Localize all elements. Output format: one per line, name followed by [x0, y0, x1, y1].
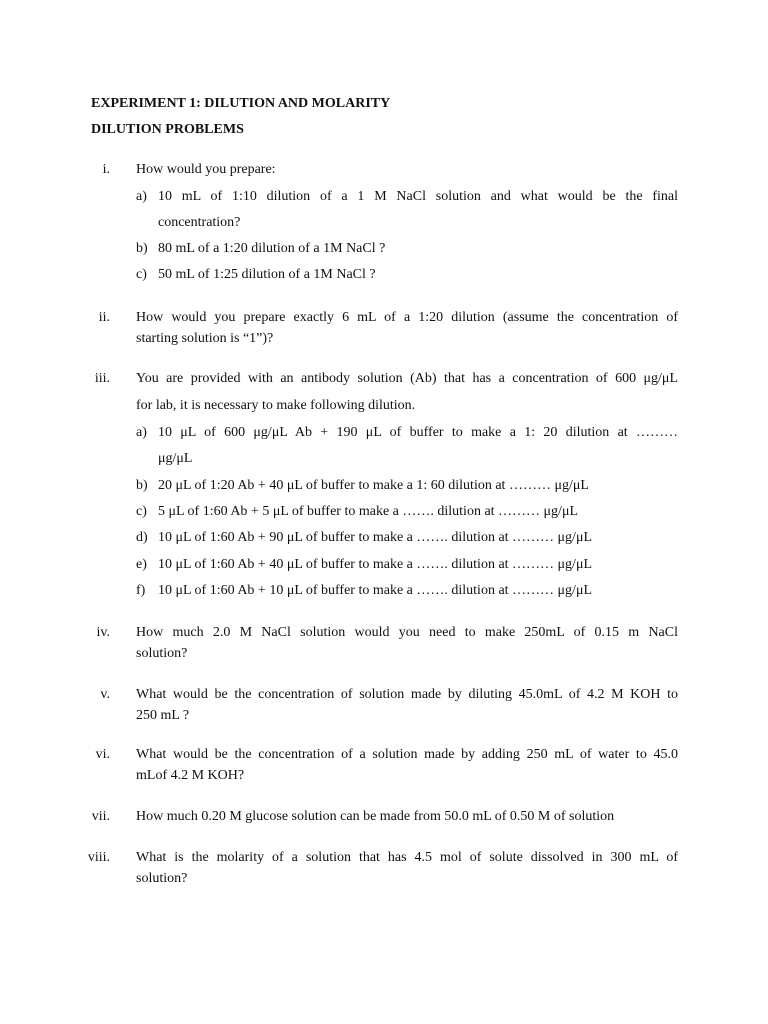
question-number: vii. [91, 809, 110, 824]
subquestion-text: μg/μL [158, 451, 193, 466]
subquestion-letter: d) [136, 530, 148, 545]
subquestion-text: 10 μL of 1:60 Ab + 40 μL of buffer to make a ……. dilution at ……… μg/μL [158, 557, 593, 572]
question-text: How much 2.0 M NaCl solution would you need to make 250mL of 0.15 m NaCl [136, 625, 678, 640]
section-heading: DILUTION PROBLEMS [91, 122, 244, 137]
question-text: How would you prepare exactly 6 mL of a 1:20 dilution (assume the concentration of [136, 310, 678, 325]
question-number: iii. [94, 371, 110, 386]
question-text: How much 0.20 M glucose solution can be made from 50.0 mL of 0.50 M of solution [136, 809, 615, 824]
question-text: for lab, it is necessary to make following dilution. [136, 398, 416, 413]
subquestion-text: 80 mL of a 1:20 dilution of a 1M NaCl ? [158, 241, 386, 256]
question-number: ii. [98, 310, 110, 325]
experiment-title: EXPERIMENT 1: DILUTION AND MOLARITY [91, 96, 391, 111]
subquestion-text: concentration? [158, 215, 241, 230]
subquestion-letter: c) [136, 504, 147, 519]
subquestion-letter: a) [136, 425, 147, 440]
question-text: solution? [136, 871, 188, 886]
subquestion-text: 20 μL of 1:20 Ab + 40 μL of buffer to make a 1: 60 dilution at ……… μg/μL [158, 478, 589, 493]
question-text: What would be the concentration of a solution made by adding 250 mL of water to 45.0 [136, 747, 678, 762]
subquestion-text: 50 mL of 1:25 dilution of a 1M NaCl ? [158, 267, 376, 282]
question-text: How would you prepare: [136, 162, 276, 177]
subquestion-letter: b) [136, 241, 148, 256]
subquestion-letter: f) [136, 583, 146, 598]
subquestion-letter: e) [136, 557, 147, 572]
subquestion-text: 10 μL of 1:60 Ab + 90 μL of buffer to make a ……. dilution at ……… μg/μL [158, 530, 593, 545]
question-text: You are provided with an antibody solution (Ab) that has a concentration of 600 μg/μL [136, 371, 678, 386]
subquestion-text: 10 μL of 1:60 Ab + 10 μL of buffer to make a ……. dilution at ……… μg/μL [158, 583, 593, 598]
question-number: i. [102, 162, 110, 177]
subquestion-letter: a) [136, 189, 147, 204]
question-number: viii. [87, 850, 110, 865]
subquestion-letter: b) [136, 478, 148, 493]
subquestion-text: 5 μL of 1:60 Ab + 5 μL of buffer to make a ……. dilution at ……… μg/μL [158, 504, 579, 519]
question-text: What would be the concentration of solution made by diluting 45.0mL of 4.2 M KOH to [136, 687, 678, 702]
question-text: 250 mL ? [136, 708, 190, 723]
question-text: mLof 4.2 M KOH? [136, 768, 245, 783]
question-text: starting solution is “1”)? [136, 331, 274, 346]
question-text: solution? [136, 646, 188, 661]
subquestion-letter: c) [136, 267, 147, 282]
subquestion-text: 10 μL of 600 μg/μL Ab + 190 μL of buffer to make a 1: 20 dilution at ……… [158, 425, 678, 440]
question-text: What is the molarity of a solution that has 4.5 mol of solute dissolved in 300 mL of [136, 850, 678, 865]
question-number: iv. [96, 625, 110, 640]
subquestion-text: 10 mL of 1:10 dilution of a 1 M NaCl solution and what would be the final [158, 189, 678, 204]
question-number: v. [100, 687, 110, 702]
question-number: vi. [95, 747, 110, 762]
